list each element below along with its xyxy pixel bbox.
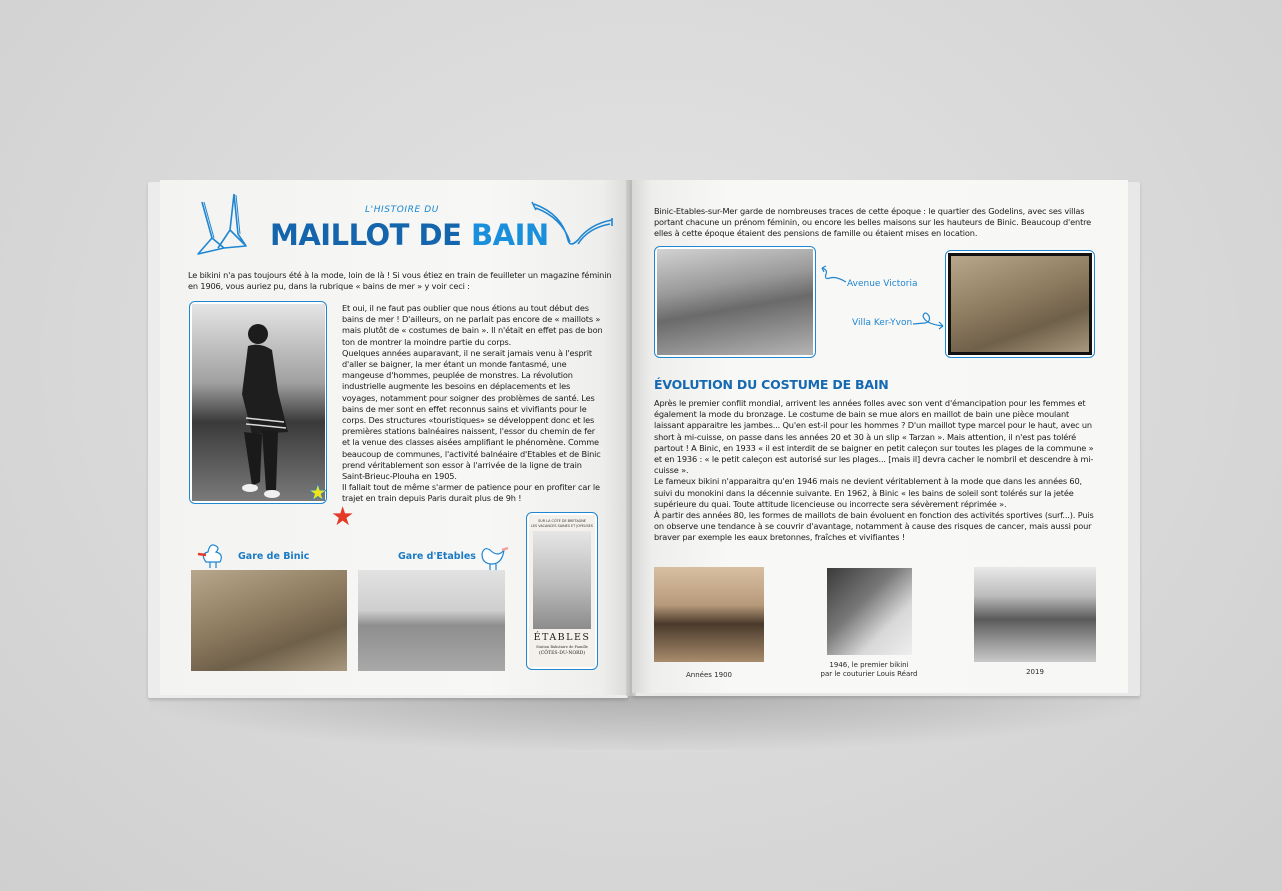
photo-1946-bikini [827, 568, 912, 655]
body-paragraph-2: Quelques années auparavant, il ne serait jamais venu à l'esprit d'aller se baigner, la mer étant un monde fantasmé, une mangeuse d'hommes, peuplée de monstres. La révolution industrielle augmente les besoins en déplacements et les voyages, notamment pour soigner des problèmes de santé. Les bains de mer sont en effet reconnus sains et vivifiants pour le corps. Des structures «touristiques» se développent donc et les premières stations balnéaires naissent, l'essor du chemin de fer et la venue des classes aisées amplifiant le phénomène. Comme beaucoup de communes, l'activité balnéaire d'Etables et de Binic prend véritablement son essor à l'arrivée de la ligne de train Saint-Brieuc-Plouha en 1905. [342, 347, 601, 482]
caption-annees-1900-line1: Années 1900 [686, 671, 732, 679]
caption-annees-1900 [654, 671, 764, 680]
caption-1946-bikini [804, 661, 934, 679]
section-title-evolution: ÉVOLUTION DU COSTUME DE BAIN [654, 377, 889, 392]
evolution-body [654, 398, 1096, 544]
right-page [632, 180, 1128, 693]
arrow-avenue-victoria-icon [818, 264, 848, 286]
caption-gare-binic: Gare de Binic [238, 551, 310, 562]
page-title-part1: MAILLOT DE [270, 218, 462, 252]
star-yellow-icon: ★ [308, 480, 328, 505]
seagull-icon-2 [476, 542, 508, 572]
photo-gare-etables [358, 570, 505, 671]
right-intro-paragraph: Binic-Etables-sur-Mer garde de nombreuses traces de cette époque : le quartier des Godelins, avec ses villas portant chacune un prénom féminin, ou encore les belles maisons sur les hauteurs de Binic. Beaucoup d'entre elles à cette époque étaient des pensions de famille ou étaient mises en location. [654, 206, 1092, 239]
caption-2019 [974, 668, 1096, 677]
photo-2019 [974, 567, 1096, 662]
page-title [270, 218, 549, 252]
arrow-villa-ker-yvon-icon [913, 310, 945, 330]
caption-gare-etables: Gare d'Etables [398, 551, 476, 562]
title-kicker: L'HISTOIRE DU [365, 205, 439, 215]
photo-gare-binic [191, 570, 347, 671]
star-red-icon: ★ [331, 501, 355, 531]
left-page [160, 180, 630, 695]
poster-header-line2: LES VACANCES SAINES ET JOYEUSES [531, 523, 593, 528]
body-paragraph-1: Et oui, il ne faut pas oublier que nous étions au tout début des bains de mer ! D'ailleurs, on ne parlait pas encore de « maillots » mais plutôt de « costumes de bain ». Il n'était en effet pas de bon ton de montrer la moindre partie du corps. [342, 303, 603, 347]
photo-villa-ker-yvon [948, 253, 1092, 355]
book-shadow [150, 690, 1140, 750]
photo-avenue-victoria [657, 249, 813, 355]
caption-2019-line1: 2019 [1026, 668, 1044, 676]
villa-image [951, 256, 1089, 352]
label-villa-ker-yvon: Villa Ker-Yvon [852, 318, 913, 328]
poster-etables [529, 515, 595, 667]
label-avenue-victoria: Avenue Victoria [847, 279, 918, 289]
woman-silhouette [232, 322, 292, 498]
caption-1946-line2: par le couturier Louis Réard [820, 670, 918, 678]
poster-town: ÉTABLES [533, 632, 591, 643]
evolution-paragraph-3: À partir des années 80, les formes de maillots de bain évoluent en fonction des activités sportives (surf...). Puis on observe une tendance à se couvrir d'avantage, notamment à cause des risques de cancer, mais aussi pour braver par exemple les eaux bretonnes, fraîches et vivifiantes ! [654, 510, 1094, 543]
body-paragraph-3: Il fallait tout de même s'armer de patience pour en profiter car le trajet en train depuis Paris durait plus de 9h ! [342, 482, 600, 504]
photo-annees-1900 [654, 567, 764, 662]
evolution-paragraph-2: Le fameux bikini n'apparaitra qu'en 1946 mais ne devient véritablement à la mode que dans les années 60, suivi du monokini dans la décennie suivante. En 1962, à Binic « les bains de soleil sont tolérés sur la jetée supérieure du quai. Toute attitude licencieuse ou incorrecte sera sévèrement réprimée ». [654, 476, 1082, 509]
poster-region: (CÔTES-DU-NORD) [538, 651, 586, 656]
poster-header [529, 519, 595, 528]
evolution-paragraph-1: Après le premier conflit mondial, arrivent les années folles avec son vent d'émancipation pour les femmes et également la mode du bronzage. Le costume de bain se mue alors en maillot de bain une pièce moulant laissant apparaitre les jambes... Qu'en est-il pour les hommes ? D'un maillot type marcel pour le haut, avec un short à mi-cuisse, on passe dans les années 20 et 30 à un slip « Tarzan ». Mais attention, il n'est pas toléré partout ! A Binic, en 1933 « il est interdit de se baigner en petit caleçon sur toutes les plages de la commune » et en 1936 : « le petit caleçon est autorisé sur les plages... [mais il] devra cacher le nombril et descendre à mi-cuisse ». [654, 398, 1094, 476]
seagull-icon [196, 540, 226, 570]
caption-1946-line1: 1946, le premier bikini [829, 661, 909, 669]
main-body-text [342, 303, 604, 505]
poster-subtitle: Station Balnéaire de Famille [536, 645, 588, 649]
bikini-top-icon [194, 190, 250, 260]
poster-image-diver [533, 531, 591, 629]
page-title-part2: BAIN [461, 218, 549, 252]
poster-header-line1: SUR LA CÔTE DE BRETAGNE [538, 519, 586, 523]
intro-paragraph: Le bikini n'a pas toujours été à la mode, loin de là ! Si vous étiez en train de feuilleter un magazine féminin en 1906, vous auriez pu, dans la rubrique « bains de mer » y voir ceci : [188, 270, 612, 292]
photo-1906-bathing-costume [192, 304, 325, 501]
